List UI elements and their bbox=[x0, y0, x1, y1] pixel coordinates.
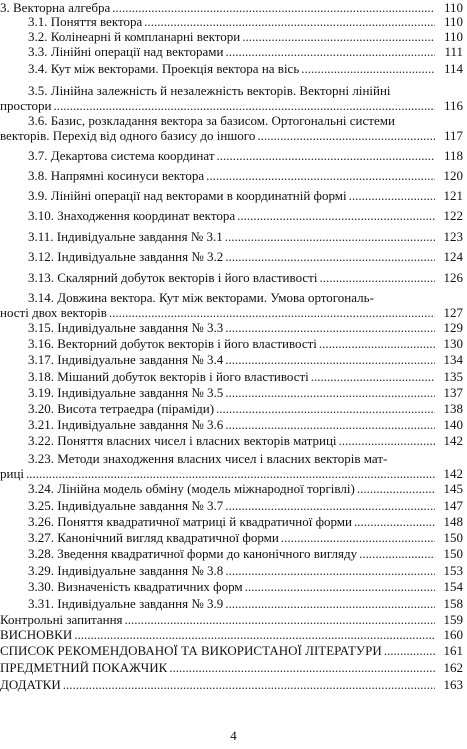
toc-entry-title: 3. Векторна алгебра bbox=[0, 0, 111, 15]
toc-entry bbox=[0, 0, 467, 15]
toc-leader-dots bbox=[384, 643, 435, 658]
toc-entry-title-continuation: простори bbox=[0, 98, 52, 113]
toc-leader-dots bbox=[216, 401, 435, 416]
toc-leader-dots bbox=[354, 514, 435, 529]
toc-leader-dots bbox=[237, 208, 435, 223]
toc-entry-title: 3.18. Мішаний добуток векторів і його властивості bbox=[28, 369, 309, 384]
toc-entry-title: 3.7. Декартова система координат bbox=[28, 148, 215, 163]
toc-page-number: 160 bbox=[443, 627, 463, 642]
toc-entry-title: 3.16. Векторний добуток векторів і його властивості bbox=[28, 336, 317, 351]
toc-page-number: 118 bbox=[443, 148, 463, 163]
toc-leader-dots bbox=[225, 229, 435, 244]
toc-leader-dots bbox=[112, 0, 435, 15]
toc-page-number: 110 bbox=[443, 0, 463, 15]
toc-page-number: 129 bbox=[443, 320, 463, 335]
toc-entry-title: 3.27. Канонічний вигляд квадратичної форми bbox=[28, 530, 279, 545]
toc-entry-title: 3.10. Знаходження координат вектора bbox=[28, 208, 236, 223]
toc-leader-dots bbox=[225, 320, 435, 335]
toc-leader-dots bbox=[301, 61, 435, 76]
toc-entry bbox=[0, 229, 467, 244]
toc-entry bbox=[0, 481, 467, 496]
toc-page-number: 159 bbox=[443, 612, 463, 627]
toc-leader-dots bbox=[245, 579, 435, 594]
toc-entry-title: 3.30. Визначеність квадратичних форм bbox=[28, 579, 243, 594]
toc-entry bbox=[0, 530, 467, 545]
toc-entry bbox=[0, 596, 467, 611]
toc-entry-title: 3.19. Індивідуальне завдання № 3.5 bbox=[28, 385, 224, 400]
toc-entry bbox=[0, 677, 467, 692]
toc-page-number: 161 bbox=[443, 643, 463, 658]
toc-page-number: 137 bbox=[443, 385, 463, 400]
toc-entry-title: 3.9. Лінійні операції над векторами в координатній формі bbox=[28, 188, 347, 203]
toc-leader-dots bbox=[319, 270, 435, 285]
toc-entry-title: 3.6. Базис, розкладання вектора за базисом. Ортогональні системи bbox=[28, 113, 395, 128]
toc-page-number: 130 bbox=[443, 336, 463, 351]
toc-entry-title: 3.21. Індивідуальне завдання № 3.6 bbox=[28, 417, 224, 432]
toc-entry-title: Контрольні запитання bbox=[0, 612, 123, 627]
toc-leader-dots bbox=[74, 627, 435, 642]
toc-leader-dots bbox=[257, 128, 435, 143]
toc-page-number: 120 bbox=[443, 168, 463, 183]
toc-page-number: 138 bbox=[443, 401, 463, 416]
toc-entry-title: 3.11. Індивідуальне завдання № 3.1 bbox=[28, 229, 223, 244]
toc-entry bbox=[0, 336, 467, 351]
toc-page-number: 145 bbox=[443, 481, 463, 496]
toc-leader-dots bbox=[225, 596, 435, 611]
toc-entry-title: 3.12. Індивідуальне завдання № 3.2 bbox=[28, 249, 224, 264]
toc-entry bbox=[0, 627, 467, 642]
toc-leader-dots bbox=[339, 433, 435, 448]
toc-entry-title: 3.1. Поняття вектора bbox=[28, 14, 143, 29]
toc-leader-dots bbox=[225, 417, 435, 432]
toc-entry bbox=[0, 579, 467, 594]
toc-page-number: 126 bbox=[443, 270, 463, 285]
toc-leader-dots bbox=[242, 29, 435, 44]
toc-entry bbox=[0, 270, 467, 285]
toc-entry-title: 3.26. Поняття квадратичної матриці й квадратичної форми bbox=[28, 514, 352, 529]
toc-entry-title: 3.4. Кут між векторами. Проекція вектора на вісь bbox=[28, 61, 300, 76]
toc-entry-title: 3.17. Індивідуальне завдання № 3.4 bbox=[28, 352, 224, 367]
toc-entry bbox=[0, 433, 467, 448]
toc-leader-dots bbox=[169, 660, 435, 675]
toc-leader-dots bbox=[281, 530, 435, 545]
toc-entry-title: 3.29. Індивідуальне завдання № 3.8 bbox=[28, 563, 224, 578]
toc-entry bbox=[0, 83, 467, 113]
toc-leader-dots bbox=[109, 305, 435, 320]
toc-page-number: 135 bbox=[443, 369, 463, 384]
toc-page-number: 153 bbox=[443, 563, 463, 578]
toc-page-number: 142 bbox=[443, 466, 463, 481]
toc-entry bbox=[0, 168, 467, 183]
toc-entry-title: 3.15. Індивідуальне завдання № 3.3 bbox=[28, 320, 224, 335]
toc-leader-dots bbox=[206, 168, 435, 183]
toc-page-number: 110 bbox=[443, 14, 463, 29]
toc-page-number: 122 bbox=[443, 208, 463, 223]
toc-entry-title: 3.5. Лінійна залежність й незалежність векторів. Векторні лінійні bbox=[28, 83, 391, 98]
toc-page-number: 121 bbox=[443, 188, 463, 203]
toc-entry-title-continuation: векторів. Перехід від одного базису до іншого bbox=[0, 128, 256, 143]
toc-entry bbox=[0, 660, 467, 675]
toc-entry-title: 3.28. Зведення квадратичної форми до канонічного вигляду bbox=[28, 546, 358, 561]
toc-page-number: 142 bbox=[443, 433, 463, 448]
toc-entry bbox=[0, 44, 467, 59]
toc-entry-title: 3.14. Довжина вектора. Кут між векторами. Умова ортогональ- bbox=[28, 290, 374, 305]
toc-page-number: 111 bbox=[444, 44, 463, 59]
toc-entry bbox=[0, 14, 467, 29]
toc-page-number: 114 bbox=[443, 61, 463, 76]
toc-leader-dots bbox=[319, 336, 435, 351]
toc-entry bbox=[0, 514, 467, 529]
toc-leader-dots bbox=[349, 188, 435, 203]
toc-leader-dots bbox=[225, 249, 435, 264]
toc-page-number: 162 bbox=[443, 660, 463, 675]
toc-leader-dots bbox=[357, 481, 435, 496]
toc-entry-title: 3.13. Скалярний добуток векторів і його властивості bbox=[28, 270, 318, 285]
toc-page-number: 117 bbox=[443, 128, 463, 143]
toc-entry bbox=[0, 369, 467, 384]
toc-entry bbox=[0, 249, 467, 264]
toc-entry bbox=[0, 352, 467, 367]
toc-entry-title: ДОДАТКИ bbox=[0, 677, 61, 692]
toc-entry-title: ПРЕДМЕТНИЙ ПОКАЖЧИК bbox=[0, 660, 168, 675]
toc-entry-title: СПИСОК РЕКОМЕНДОВАНОЇ ТА ВИКОРИСТАНОЇ ЛІТЕРАТУРИ bbox=[0, 643, 382, 658]
toc-page-number: 124 bbox=[443, 249, 463, 264]
toc-entry bbox=[0, 61, 467, 76]
toc-entry-title: 3.24. Лінійна модель обміну (модель міжнародної торгівлі) bbox=[28, 481, 355, 496]
toc-entry bbox=[0, 451, 467, 481]
toc-entry-title: 3.20. Висота тетраедра (піраміди) bbox=[28, 401, 215, 416]
toc-entry-title-continuation: риці bbox=[0, 466, 25, 481]
toc-page-number: 158 bbox=[443, 596, 463, 611]
toc-entry-title: 3.3. Лінійні операції над векторами bbox=[28, 44, 224, 59]
toc-leader-dots bbox=[63, 677, 435, 692]
toc-entry bbox=[0, 290, 467, 320]
toc-page-number: 127 bbox=[443, 305, 463, 320]
toc-page-number: 116 bbox=[443, 98, 463, 113]
toc-entry bbox=[0, 643, 467, 658]
toc-page-number: 110 bbox=[443, 29, 463, 44]
toc-leader-dots bbox=[359, 546, 435, 561]
toc-page-number: 140 bbox=[443, 417, 463, 432]
toc-entry bbox=[0, 546, 467, 561]
page-number: 4 bbox=[230, 728, 237, 743]
toc-entry bbox=[0, 417, 467, 432]
toc-leader-dots bbox=[225, 352, 435, 367]
toc-leader-dots bbox=[225, 563, 435, 578]
toc-leader-dots bbox=[26, 466, 435, 481]
toc-entry bbox=[0, 113, 467, 143]
toc-entry bbox=[0, 563, 467, 578]
toc-page-number: 150 bbox=[443, 530, 463, 545]
toc-page-number: 123 bbox=[443, 229, 463, 244]
toc-entry-title: 3.31. Індивідуальне завдання № 3.9 bbox=[28, 596, 224, 611]
toc-page-number: 154 bbox=[443, 579, 463, 594]
toc-leader-dots bbox=[125, 612, 435, 627]
toc-entry-title: 3.25. Індивідуальне завдання № 3.7 bbox=[28, 498, 224, 513]
toc-entry-title: 3.22. Поняття власних чисел і власних векторів матриці bbox=[28, 433, 337, 448]
toc-leader-dots bbox=[225, 498, 435, 513]
toc-entry bbox=[0, 401, 467, 416]
toc-leader-dots bbox=[217, 148, 436, 163]
toc-page-number: 150 bbox=[443, 546, 463, 561]
toc-entry-title-continuation: ності двох векторів bbox=[0, 305, 107, 320]
toc-entry-title: ВИСНОВКИ bbox=[0, 627, 73, 642]
toc-page-number: 147 bbox=[443, 498, 463, 513]
toc-leader-dots bbox=[144, 14, 435, 29]
toc-leader-dots bbox=[54, 98, 435, 113]
toc-entry bbox=[0, 208, 467, 223]
toc-entry-title: 3.2. Колінеарні й компланарні вектори bbox=[28, 29, 241, 44]
toc-entry bbox=[0, 498, 467, 513]
toc-entry-title: 3.8. Напрямні косинуси вектора bbox=[28, 168, 205, 183]
toc-entry bbox=[0, 29, 467, 44]
toc-entry bbox=[0, 148, 467, 163]
toc-page-number: 134 bbox=[443, 352, 463, 367]
toc-entry-title: 3.23. Методи знаходження власних чисел і власних векторів мат- bbox=[28, 451, 388, 466]
toc-entry bbox=[0, 385, 467, 400]
toc-page-number: 163 bbox=[443, 677, 463, 692]
toc-page-number: 148 bbox=[443, 514, 463, 529]
toc-leader-dots bbox=[225, 385, 435, 400]
toc-entry bbox=[0, 320, 467, 335]
toc-entry bbox=[0, 612, 467, 627]
toc-leader-dots bbox=[225, 44, 435, 59]
toc-leader-dots bbox=[311, 369, 435, 384]
toc-entry bbox=[0, 188, 467, 203]
